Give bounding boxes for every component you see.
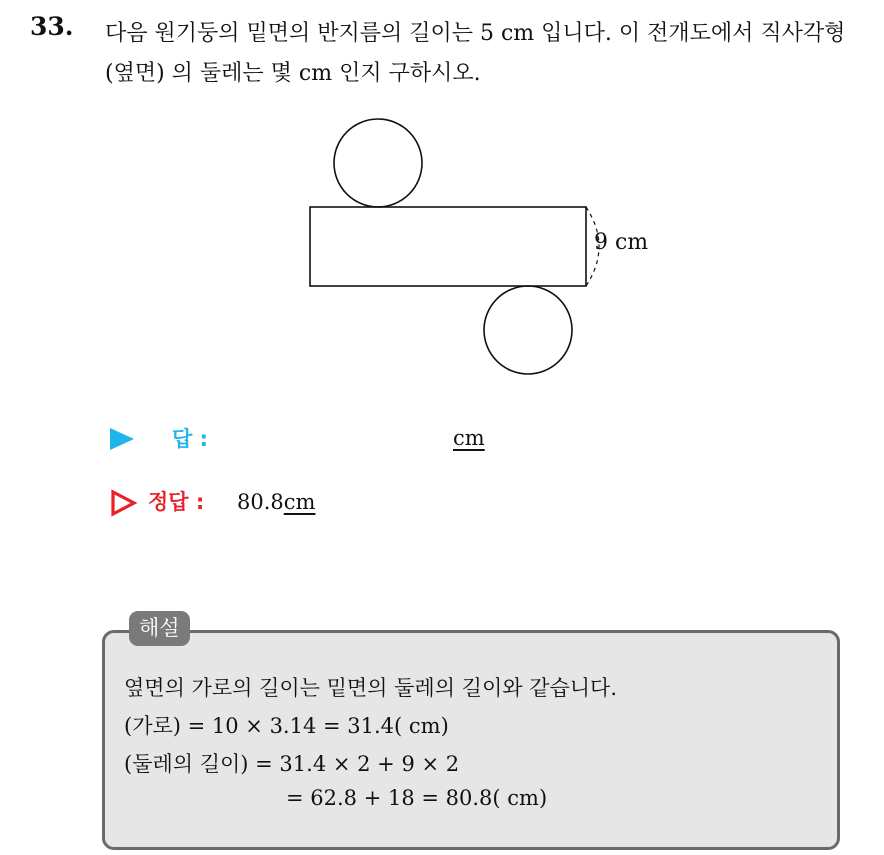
- explanation-line-3: (둘레의 길이) = 31.4 × 2 + 9 × 2: [124, 752, 460, 776]
- correct-answer-unit: cm: [283, 490, 316, 514]
- bottom-base-circle: [484, 286, 572, 374]
- explanation-tag: 해설: [129, 611, 190, 646]
- lateral-rectangle: [310, 207, 586, 286]
- explanation-box: [102, 630, 840, 850]
- height-label: 9 cm: [594, 230, 649, 255]
- top-base-circle: [334, 119, 422, 207]
- explanation-line-2: (가로) = 10 × 3.14 = 31.4( cm): [124, 714, 449, 738]
- question-text: 다음 원기둥의 밑면의 반지름의 길이는 5 cm 입니다. 이 전개도에서 직사각형 (옆면) 의 둘레는 몇 cm 인지 구하시오.: [105, 21, 846, 86]
- explanation-line-1: 옆면의 가로의 길이는 밑면의 둘레의 길이와 같습니다.: [124, 676, 618, 700]
- correct-answer-label: 정답 :: [148, 490, 205, 514]
- correct-answer-value: [237, 490, 315, 514]
- play-triangle-icon: [110, 428, 134, 450]
- correct-answer-row: [110, 486, 610, 520]
- outline-triangle-icon: [110, 489, 138, 517]
- explanation-line-4: = 62.8 + 18 = 80.8( cm): [286, 786, 548, 810]
- cylinder-net-figure: [300, 118, 680, 388]
- answer-unit: cm: [453, 426, 485, 450]
- correct-answer-number: 80.8: [237, 490, 284, 514]
- answer-label: 답 :: [172, 427, 208, 451]
- question-number: 33.: [30, 12, 74, 41]
- answer-row: [110, 422, 610, 456]
